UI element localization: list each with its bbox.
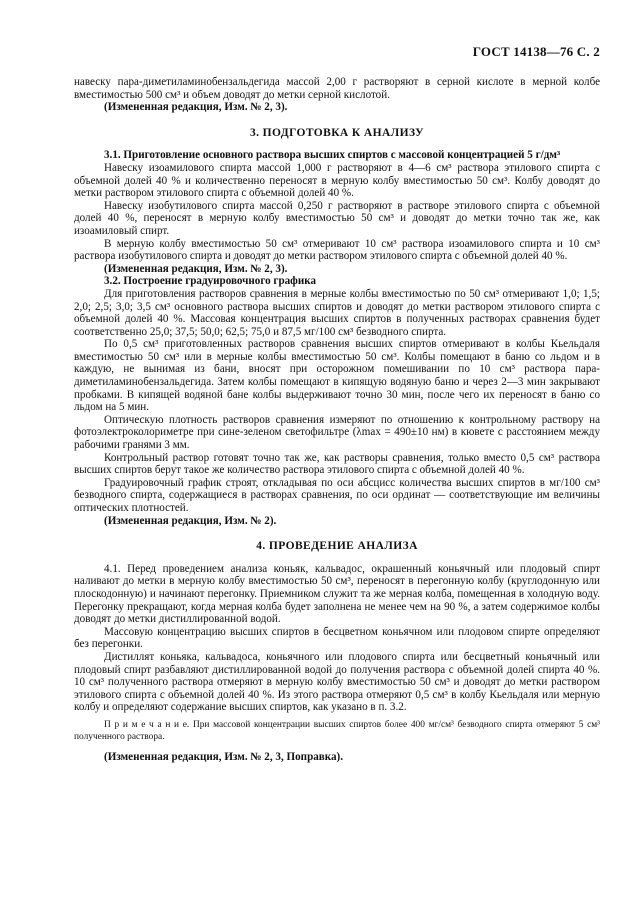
footnote: П р и м е ч а н и е. При массовой концентрации высших спиртов более 400 мг/см³ безводного спирта отмеряют 5 см³ полученного раствора. bbox=[74, 719, 600, 742]
paragraph: Навеску изобутилового спирта массой 0,250 г растворяют в растворе этилового спирта с объемной долей 40 %, переносят в мерную колбу вместимостью 50 см³ и доводят до метки точно так же, как изоамиловый спирт. bbox=[74, 199, 600, 237]
paragraph: Навеску изоамилового спирта массой 1,000 г растворяют в 4—6 см³ раствора этилового спирта с объемной долей 40 % и количественно переносят в мерную колбу вместимостью 50 см³. Колбу доводят до метки раствором этилового спирта с объемной долей 40 %. bbox=[74, 161, 600, 200]
revision-note: (Измененная редакция, Изм. № 2). bbox=[104, 514, 277, 527]
section-3-heading: 3. ПОДГОТОВКА К АНАЛИЗУ bbox=[249, 126, 425, 139]
revision-note: (Измененная редакция, Изм. № 2, 3). bbox=[104, 262, 288, 275]
section-4-heading: 4. ПРОВЕДЕНИЕ АНАЛИЗА bbox=[256, 540, 418, 553]
subsection-3-1-heading: 3.1. Приготовление основного раствора высших спиртов с массовой концентрацией 5 г/дм³ bbox=[104, 149, 561, 162]
revision-note: (Измененная редакция, Изм. № 2, 3). bbox=[104, 101, 288, 114]
paragraph: Контрольный раствор готовят точно так же, как растворы сравнения, только вместо 0,5 см³ раствора высших спиртов берут такое же количество раствора этилового спирта с объемной долей 40 %. bbox=[74, 451, 600, 477]
page-header: ГОСТ 14138—76 С. 2 bbox=[472, 44, 600, 59]
paragraph: Градуировочный график строят, откладывая по оси абсцисс количества высших спиртов в мг/100 см³ безводного спирта, содержащиеся в растворах сравнения, по оси ординат — соответствующие им величины оптических плотностей. bbox=[74, 476, 600, 514]
document-body bbox=[74, 76, 600, 764]
paragraph: Для приготовления растворов сравнения в мерные колбы вместимостью по 50 см³ отмеривают 1,0; 1,5; 2,0; 2,5; 3,0; 3,5 см³ основного раствора высших спиртов и доводят до метки раствором этилового спирта с объемной долей 40 %. Массовая концентрация высших спиртов в полученных растворах сравнения будет соответственно 25,0; 37,5; 50,0; 62,5; 75,0 и 87,5 мг/100 см³ безводного спирта. bbox=[74, 287, 600, 338]
paragraph: Оптическую плотность растворов сравнения измеряют по отношению к контрольному раствору на фотоэлектроколориметре при сине-зеленом светофильтре (λmax = 490±10 нм) в кювете с расстоянием между рабочими гранями 3 мм. bbox=[74, 413, 600, 452]
subsection-3-2-heading: 3.2. Построение градуировочного графика bbox=[104, 275, 317, 288]
paragraph: По 0,5 см³ приготовленных растворов сравнения высших спиртов отмеривают в колбы Кьельдаля вместимостью 50 см³ или в мерные колбы вместимостью 50 см³. Колбы помещают в баню со льдом и в каждую, не вынимая из бани, вносят при осторожном помешивании по 10 см³ раствора пара-диметиламинобензальдегида. Затем колбы помещают в кипящую водяную баню и через 2—3 мин закрывают пробками. В кипящей водяной бане колбы выдерживают точно 30 мин, после чего их переносят в баню со льдом на 5 мин. bbox=[74, 338, 600, 414]
paragraph: 4.1. Перед проведением анализа коньяк, кальвадос, окрашенный коньячный или плодовый спирт наливают до метки в мерную колбу вместимостью 50 см³, переносят в перегонную колбу (круглодонную или плоскодонную) и начинают перегонку. Приемником служит та же мерная колба, помещенная в холодную воду. Перегонку прекращают, когда мерная колба будет заполнена не менее чем на 90 %, а затем содержимое колбы доводят до метки дистиллированной водой. bbox=[74, 562, 600, 626]
paragraph: В мерную колбу вместимостью 50 см³ отмеривают 10 см³ раствора изоамилового спирта и 10 см³ раствора изобутилового спирта и доводят до метки раствором этилового спирта с объемной долей 40 %. bbox=[74, 237, 600, 263]
revision-note: (Измененная редакция, Изм. № 2, 3, Поправка). bbox=[104, 751, 344, 764]
paragraph: навеску пара-диметиламинобензальдегида массой 2,00 г растворяют в серной кислоте в мерной колбе вместимостью 500 см³ и объем доводят до метки серной кислотой. bbox=[74, 76, 600, 101]
paragraph: Массовую концентрацию высших спиртов в бесцветном коньячном или плодовом спирте определяют без перегонки. bbox=[74, 625, 600, 651]
paragraph: Дистиллят коньяка, кальвадоса, коньячного или плодового спирта или бесцветный коньячный или плодовый спирт разбавляют дистиллированной водой до получения раствора с объемной долей спирта 40 %. 10 см³ полученного раствора отмеряют в мерную колбу вместимостью 50 см³ и доводят до метки раствором этилового спирта с объемной долей 40 %. Из этого раствора отмеряют 0,5 см³ в колбу Кьельдаля или мерную колбу и определяют содержание высших спиртов, как указано в п. 3.2. bbox=[74, 650, 600, 714]
